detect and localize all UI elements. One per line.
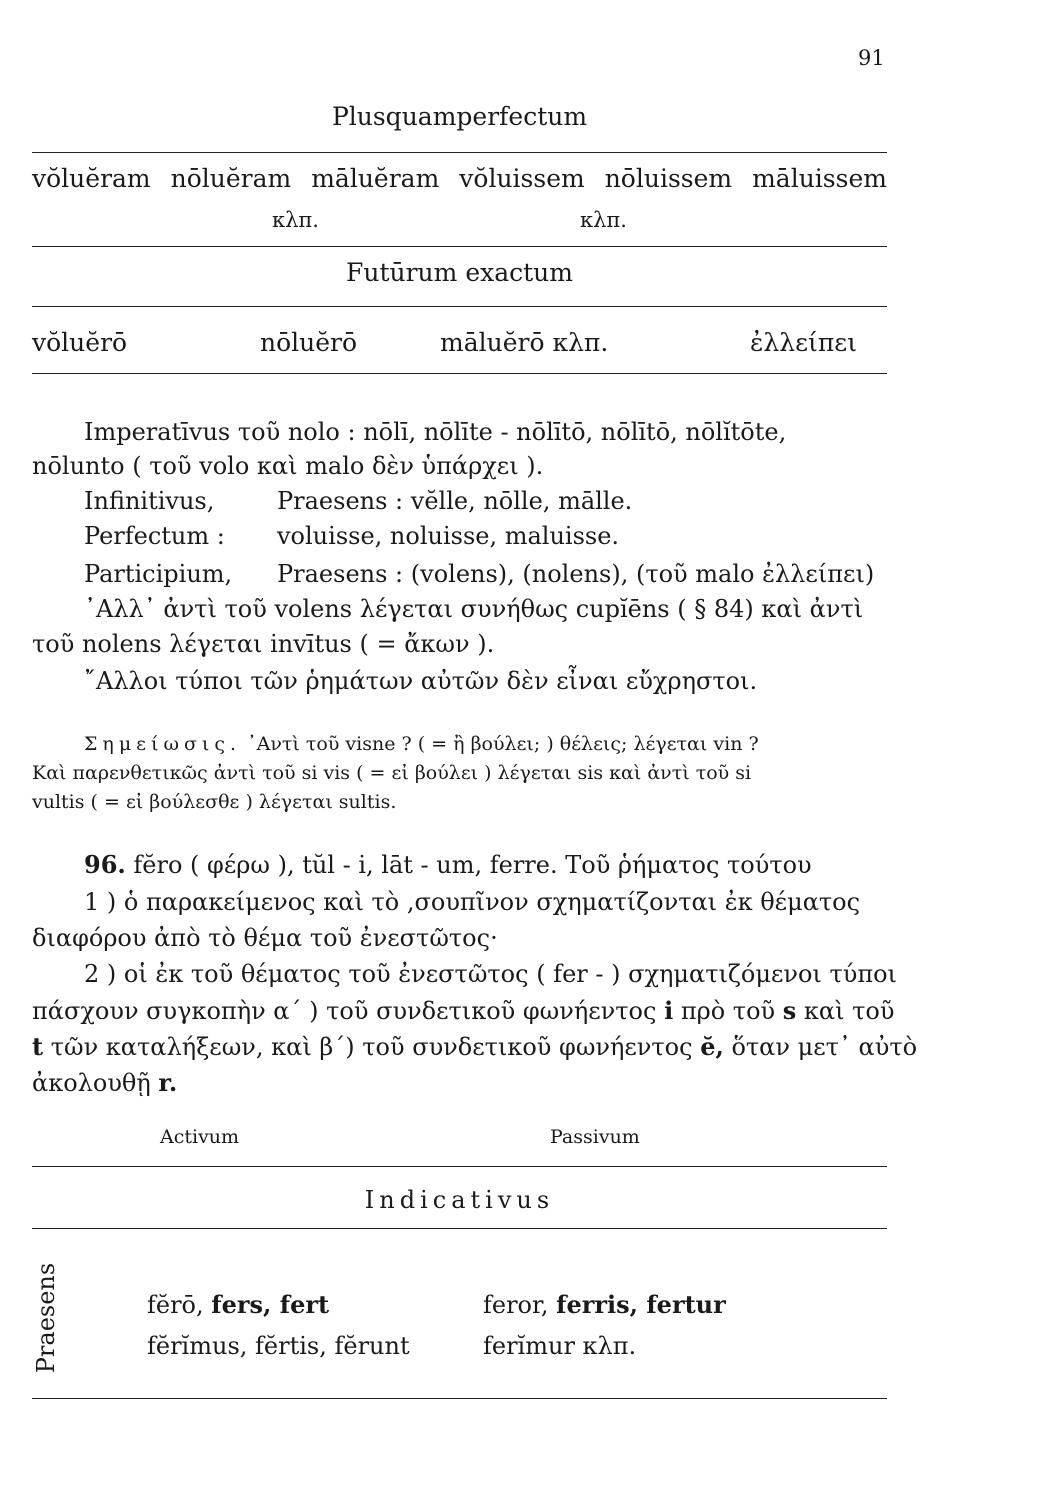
note-line1: ᾿Αντὶ τοῦ visne ? ( = ἢ βούλει; ) θέλεις; λέγεται vin ? (247, 733, 759, 755)
section-line7 (32, 1068, 177, 1097)
act-fero: fĕrō, (147, 1291, 204, 1319)
line6-text-b: ὅταν μετ᾿ αὐτὸ (731, 1033, 918, 1061)
participium-line2: ᾿Αλλ᾿ ἀντὶ τοῦ volens λέγεται συνήθως cupĭēns ( § 84) καὶ ἀντὶ (84, 595, 864, 623)
pass-feror: feror, (483, 1291, 549, 1319)
line5-bold-i: i (664, 996, 674, 1025)
form-voluueram: vŏluĕram (32, 164, 151, 193)
klp-right: κλπ. (580, 208, 627, 232)
participium-line4: ῎Αλλοι τύποι τῶν ῥημάτων αὐτῶν δὲν εἶναι εὔχρηστοι. (84, 667, 758, 695)
perfectum-value: voluisse, noluisse, maluisse. (277, 522, 620, 550)
note-label: Σημείωσις. (84, 733, 242, 755)
tense-praesens: Praesens (32, 1262, 60, 1374)
line6-bold-e: ĕ, (700, 1032, 724, 1061)
divider (32, 1166, 887, 1167)
divider (32, 306, 887, 307)
activum-row1 (147, 1290, 329, 1319)
participium-label: Participium, (84, 560, 233, 588)
heading-futurum-exactum: Futūrum exactum (346, 258, 573, 287)
imperativus-line1: Imperatīvus τοῦ nolo : nōlī, nōlīte - nōlītō, nōlītō, nōlĭtōte, (84, 418, 787, 446)
participium-value: Praesens : (volens), (nolens), (τοῦ malo ἐλλείπει) (277, 560, 875, 588)
section-line5 (32, 996, 894, 1025)
line5-text-a: πάσχουν συγκοπὴν α΄ ) τοῦ συνδετικοῦ φωνήεντος (32, 997, 657, 1025)
divider (32, 246, 887, 247)
act-fers-fert: fers, fert (211, 1290, 330, 1319)
passivum-row1 (483, 1290, 726, 1319)
section-line6 (32, 1032, 917, 1061)
divider (32, 1228, 887, 1229)
line7-bold-r: r. (158, 1068, 178, 1097)
perfectum-label: Perfectum : (84, 522, 225, 550)
form-ellepei: ἐλλείπει (750, 328, 858, 357)
heading-plusquamperfectum: Plusquamperfectum (331, 102, 588, 131)
participium-line3: τοῦ nolens λέγεται invītus ( = ἄκων ). (32, 630, 495, 658)
line5-bold-s: s (782, 996, 797, 1025)
form-nolueero: nōluĕrō (260, 328, 358, 357)
section-line4: 2 ) οἱ ἐκ τοῦ θέματος τοῦ ἐνεστῶτος ( fer - ) σχηματιζόμενοι τύποι (84, 960, 897, 988)
form-noluueram: nōluĕram (170, 164, 292, 193)
divider (32, 1398, 887, 1399)
col-passivum: Passivum (550, 1126, 640, 1148)
infinitivus-value: Praesens : vĕlle, nōlle, mālle. (277, 487, 633, 515)
form-maluissem: māluissem (752, 164, 887, 193)
line6-bold-t: t (32, 1032, 44, 1061)
plusquamperfectum-row (32, 164, 887, 193)
line5-text-b: πρὸ τοῦ (680, 997, 776, 1025)
line5-text-c: καὶ τοῦ (803, 997, 895, 1025)
form-noluissem: nōluissem (604, 164, 733, 193)
divider (32, 373, 887, 374)
form-maluueram: māluĕram (311, 164, 440, 193)
imperativus-line2: nōlunto ( τοῦ volo καὶ malo δὲν ὑπάρχει ). (32, 452, 544, 480)
section-number: 96. (84, 850, 126, 879)
form-voluissem: vŏluissem (459, 164, 585, 193)
line6-text-a: τῶν καταλήξεων, καὶ β΄) τοῦ συνδετικοῦ φωνήεντος (50, 1033, 693, 1061)
section-line3: διαφόρου ἀπὸ τὸ θέμα τοῦ ἐνεστῶτος· (32, 924, 498, 952)
line7-text: ἀκολουθῇ (32, 1069, 151, 1097)
divider (32, 152, 887, 153)
infinitivus-label: Infinitivus, (84, 487, 215, 515)
section-line2: 1 ) ὁ παρακείμενος καὶ τὸ ,σουπῖνον σχηματίζονται ἐκ θέματος (84, 888, 861, 916)
klp-left: κλπ. (272, 208, 319, 232)
mood-indicativus: Indicativus (364, 1186, 555, 1214)
pass-ferris-fertur: ferris, fertur (556, 1290, 726, 1319)
passivum-row2: ferĭmur κλπ. (483, 1332, 637, 1360)
page-number: 91 (858, 46, 885, 70)
form-voluero: vŏluĕrō (32, 328, 128, 357)
activum-row2: fĕrĭmus, fĕrtis, fĕrunt (147, 1332, 410, 1360)
form-maluero: māluĕrō κλπ. (440, 328, 609, 357)
note-line3: vultis ( = εἰ βούλεσθε ) λέγεται sultis. (32, 791, 397, 813)
col-activum: Activum (160, 1126, 240, 1148)
note-line2: Καὶ παρενθετικῶς ἀντὶ τοῦ si vis ( = εἰ βούλει ) λέγεται sis καὶ ἀντὶ τοῦ si (32, 762, 752, 784)
section-line1: fĕro ( φέρω ), tŭl - i, lāt - um, ferre. Τοῦ ῥήματος τούτου (133, 851, 812, 879)
